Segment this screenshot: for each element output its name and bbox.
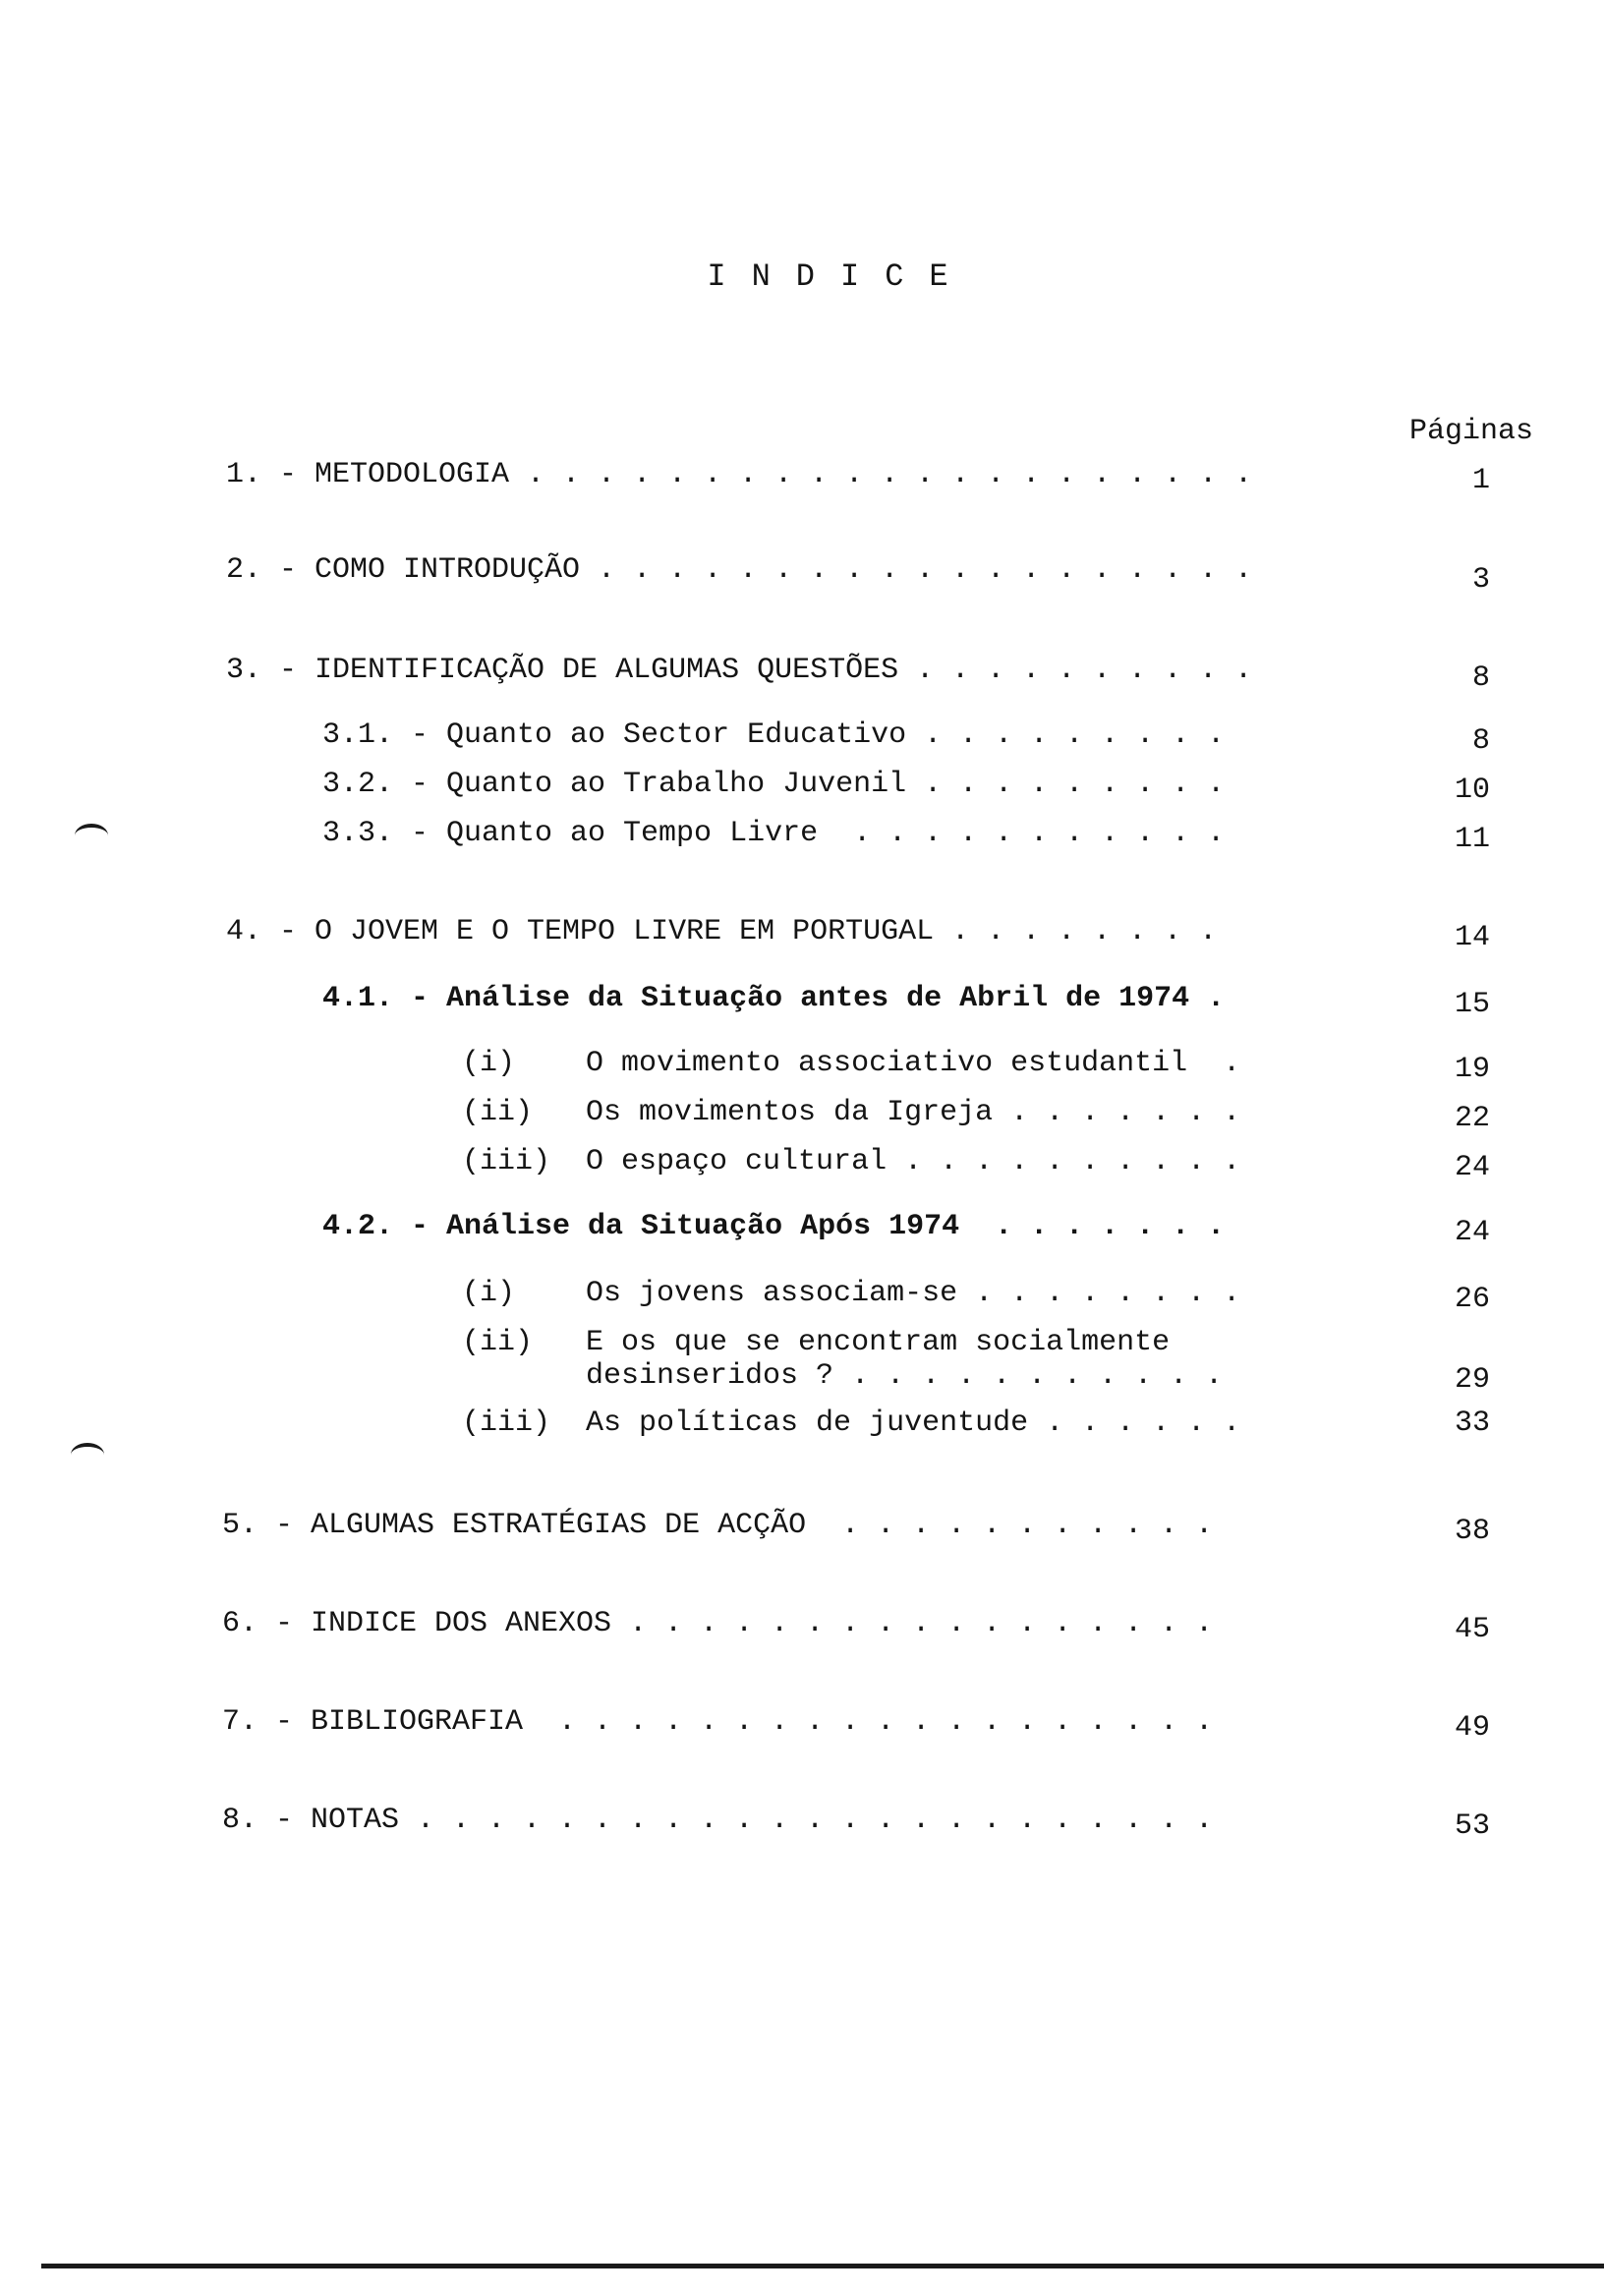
toc-entry-3-3[interactable] <box>0 815 1604 854</box>
toc-entry-label: (iii) O espaço cultural . . . . . . . . . . <box>462 1145 1241 1178</box>
toc-entry-4-2-i[interactable] <box>0 1275 1604 1314</box>
toc-entry-1[interactable] <box>0 456 1604 495</box>
toc-entry-4-2[interactable] <box>0 1208 1604 1247</box>
toc-entry-7[interactable] <box>0 1703 1604 1743</box>
toc-entry-page: 29 <box>1454 1363 1490 1397</box>
toc-entry-label: (i) O movimento associativo estudantil . <box>462 1047 1241 1080</box>
toc-entry-page: 15 <box>1454 988 1490 1021</box>
toc-entry-6[interactable] <box>0 1605 1604 1644</box>
toc-entry-5[interactable] <box>0 1507 1604 1546</box>
toc-entry-4-2-ii[interactable] <box>0 1326 1604 1399</box>
toc-entry-label: 3. - IDENTIFICAÇÃO DE ALGUMAS QUESTÕES . . . . . . . . . . <box>226 654 1253 687</box>
toc-entry-label: 6. - INDICE DOS ANEXOS . . . . . . . . . . . . . . . . . <box>222 1607 1214 1640</box>
toc-entry-page: 3 <box>1471 563 1490 597</box>
toc-entry-4-2-iii[interactable] <box>0 1405 1604 1444</box>
margin-mark-lower <box>71 1443 104 1466</box>
toc-entry-3-2[interactable] <box>0 766 1604 805</box>
toc-entry-label: 3.1. - Quanto ao Sector Educativo . . . . . . . . . <box>322 718 1226 752</box>
toc-entry-page: 19 <box>1454 1053 1490 1086</box>
bottom-rule <box>41 2264 1604 2268</box>
toc-entry-page: 26 <box>1454 1283 1490 1316</box>
toc-entry-4-1-iii[interactable] <box>0 1143 1604 1182</box>
toc-entry-label: (i) Os jovens associam-se . . . . . . . . <box>462 1277 1241 1310</box>
toc-entry-label: 7. - BIBLIOGRAFIA . . . . . . . . . . . . . . . . . . . <box>222 1705 1214 1739</box>
toc-entry-label: 2. - COMO INTRODUÇÃO . . . . . . . . . . . . . . . . . . . <box>226 553 1253 587</box>
toc-entry-page: 38 <box>1454 1515 1490 1548</box>
toc-entry-label: 5. - ALGUMAS ESTRATÉGIAS DE ACÇÃO . . . . . . . . . . . <box>222 1509 1214 1542</box>
toc-entry-4-1[interactable] <box>0 980 1604 1019</box>
pages-column-header: Páginas <box>1408 415 1533 448</box>
toc-entry-page: 11 <box>1454 823 1490 856</box>
page-title: INDICE <box>707 258 974 295</box>
toc-entry-page: 45 <box>1454 1613 1490 1646</box>
toc-entry-4-1-i[interactable] <box>0 1045 1604 1084</box>
toc-entry-page: 8 <box>1471 724 1490 758</box>
toc-entry-page: 1 <box>1471 464 1490 497</box>
toc-entry-label: 4.2. - Análise da Situação Após 1974 . . . . . . . <box>322 1210 1226 1243</box>
toc-entry-page: 14 <box>1454 921 1490 954</box>
toc-entry-page: 53 <box>1454 1809 1490 1843</box>
toc-entry-page: 49 <box>1454 1711 1490 1745</box>
toc-entry-2[interactable] <box>0 551 1604 597</box>
toc-entry-page: 33 <box>1454 1406 1490 1440</box>
toc-entry-page: 8 <box>1471 661 1490 695</box>
toc-entry-label: (ii) Os movimentos da Igreja . . . . . . . <box>462 1096 1241 1129</box>
toc-entry-page: 22 <box>1454 1102 1490 1135</box>
toc-entry-4[interactable] <box>0 913 1604 952</box>
toc-entry-3-1[interactable] <box>0 717 1604 756</box>
toc-entry-label: 8. - NOTAS . . . . . . . . . . . . . . . . . . . . . . . <box>222 1804 1214 1837</box>
toc-entry-label: 1. - METODOLOGIA . . . . . . . . . . . . . . . . . . . . . <box>226 458 1253 491</box>
toc-entry-label: 4. - O JOVEM E O TEMPO LIVRE EM PORTUGAL . . . . . . . . <box>226 915 1218 948</box>
toc-entry-page: 24 <box>1454 1151 1490 1184</box>
toc-entry-page: 10 <box>1454 774 1490 807</box>
toc-entry-4-1-ii[interactable] <box>0 1094 1604 1133</box>
toc-entry-label: (iii) As políticas de juventude . . . . . . <box>462 1406 1241 1440</box>
toc-entry-page: 24 <box>1454 1216 1490 1249</box>
margin-mark-upper <box>75 824 108 847</box>
toc-entry-label: (ii) E os que se encontram socialmente desinseridos ? . . . . . . . . . . . <box>462 1326 1224 1393</box>
toc-entry-3[interactable] <box>0 652 1604 695</box>
toc-entry-label: 4.1. - Análise da Situação antes de Abril de 1974 . <box>322 982 1226 1015</box>
toc-entry-8[interactable] <box>0 1802 1604 1841</box>
toc-entry-label: 3.2. - Quanto ao Trabalho Juvenil . . . . . . . . . <box>322 768 1226 801</box>
toc-entry-label: 3.3. - Quanto ao Tempo Livre . . . . . . . . . . . <box>322 817 1226 850</box>
